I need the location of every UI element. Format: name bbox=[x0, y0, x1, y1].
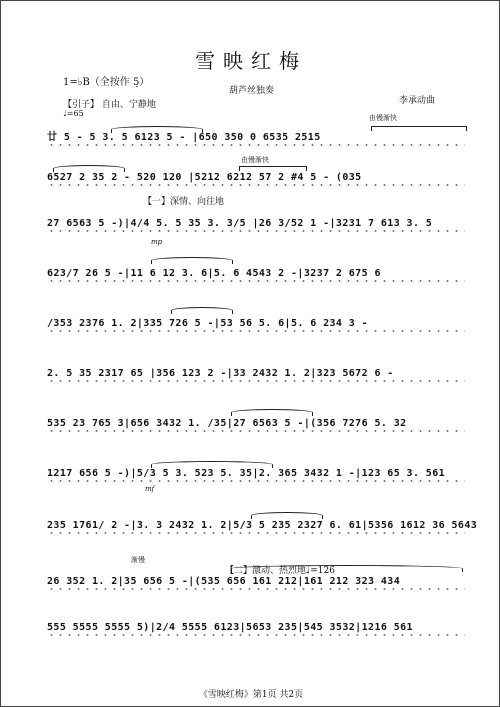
dynamic-mp: mp bbox=[151, 238, 163, 246]
score-subtitle: 葫芦丝独奏 bbox=[229, 86, 275, 96]
score-line-2: 6527 2 35 2 - 520 120 |5212 6212 57 2 #4 5 - (035 bbox=[47, 171, 465, 185]
dynamic-mf: mf bbox=[145, 485, 155, 493]
composer: 李承动曲 bbox=[399, 96, 436, 106]
score-line-9: 235 1761/ 2 -|3. 3 2432 1. 2|5/3 5 235 2327 6. 61|5356 1612 36 5643 bbox=[47, 520, 478, 531]
key-signature: 1=♭B（全按作 5̣） bbox=[63, 77, 150, 88]
score-title: 雪映红梅 bbox=[195, 49, 307, 73]
slur bbox=[151, 257, 233, 264]
gradual-slow-mark: 渐慢 bbox=[131, 556, 145, 564]
score-line-5: /353 2376 1. 2|335 726 5 -|53 56 5. 6|5. 6 234 3 - bbox=[47, 317, 465, 331]
tempo-marking: ♩=65 bbox=[63, 109, 84, 118]
score-line-1: 廿 5 - 5 3. 5 6123 5 - |650 350 0 6535 2515 bbox=[47, 131, 465, 145]
score-line-7: 535 23 765 3|656 3432 1. /35|27 6563 5 -|(356 7276 5. 32 bbox=[47, 417, 465, 431]
score-line-4: 623/7 26 5 -|11 6 12 3. 6|5. 6 4543 2 -|3237 2 675 6 bbox=[47, 267, 465, 281]
score-line-11: 555 5555 5555 5)|2/4 5555 6123|5653 235|545 3532|1216 561 bbox=[47, 621, 465, 635]
accel-mark-2: 由慢渐快 bbox=[241, 156, 269, 164]
slur bbox=[171, 307, 233, 314]
page-footer: 《雪映红梅》第1页 共2页 bbox=[198, 690, 304, 700]
slur bbox=[231, 565, 463, 572]
score-line-8: 1217 656 5 -)|5/3 5 3. 523 5. 35|2. 365 3432 1 -|123 65 3. 561 bbox=[47, 467, 465, 481]
intro-heading: 【引子】 自由、宁静地 bbox=[63, 100, 156, 110]
score-line-3: 27 6563 5 -)|4/4 5. 5 35 3. 3/5 |26 3/52 1 -|3231 7 613 3. 5 bbox=[47, 217, 465, 231]
score-line-6: 2. 5 35 2317 65 |356 123 2 -|33 2432 1. 2|323 5672 6 - bbox=[47, 367, 465, 381]
slur bbox=[251, 512, 323, 519]
section-2-heading: 【二】激动、热烈地♩=126 bbox=[225, 566, 335, 576]
section-1-heading: 【一】深情、向往地 bbox=[143, 197, 225, 207]
score-line-10: 26 352 1. 2|35 656 5 -|(535 656 161 212|161 212 323 434 bbox=[47, 575, 465, 589]
slur bbox=[231, 409, 313, 416]
accel-mark-1: 由慢渐快 bbox=[369, 114, 397, 122]
